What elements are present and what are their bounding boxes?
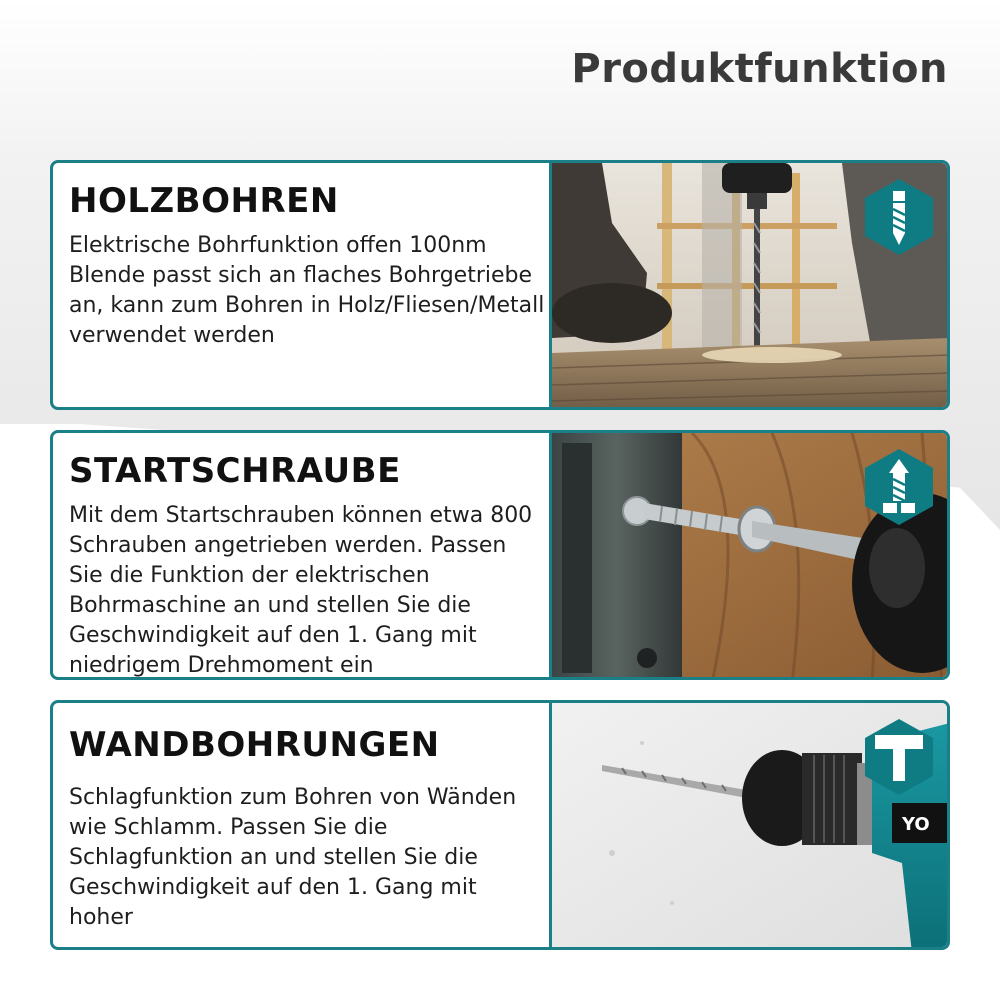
feature-text — [53, 163, 553, 407]
feature-title: STARTSCHRAUBE — [69, 451, 401, 491]
feature-description: Mit dem Startschrauben können etwa 800 Schrauben angetrieben werden. Passen Sie die Funktion der elektrischen Bohrmaschine an und stellen Sie die Geschwindigkeit auf den 1. Gang mit niedrigem Drehmoment ein — [69, 503, 533, 678]
hammer-icon — [859, 717, 939, 797]
feature-text — [53, 433, 553, 677]
feature-description: Schlagfunktion zum Bohren von Wänden wie Schlamm. Passen Sie die Schlagfunktion an und stellen Sie die Geschwindigkeit auf den 1. Gang mit hoher — [69, 785, 517, 930]
page-title: Produktfunktion — [571, 46, 948, 92]
feature-card-holzbohren — [50, 160, 950, 410]
feature-photo-wood-drilling — [549, 163, 947, 407]
feature-photo-screwing — [549, 433, 947, 677]
feature-photo-wall-drilling — [549, 703, 947, 947]
feature-card-startschraube — [50, 430, 950, 680]
drill-bit-icon — [859, 177, 939, 257]
feature-description: Elektrische Bohrfunktion offen 100nm Blende passt sich an flaches Bohrgetriebe an, kann zum Bohren in Holz/Fliesen/Metall verwendet werden — [69, 233, 545, 348]
feature-title: WANDBOHRUNGEN — [69, 725, 440, 765]
feature-title: HOLZBOHREN — [69, 181, 339, 221]
feature-text — [53, 703, 553, 947]
drill-brand-text: YO — [902, 814, 930, 835]
screw-icon — [859, 447, 939, 527]
feature-card-wandbohrungen — [50, 700, 950, 950]
